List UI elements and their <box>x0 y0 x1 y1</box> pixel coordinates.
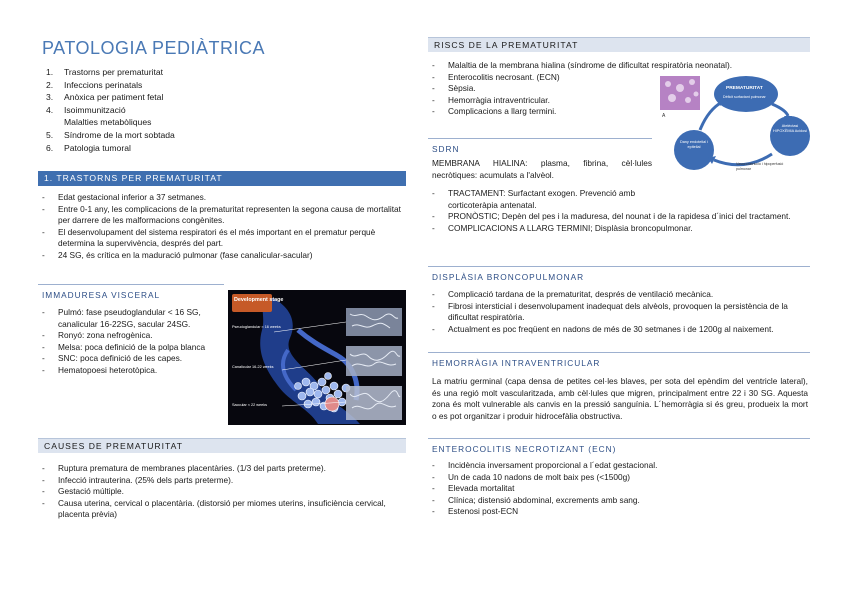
pathophysiology-diagram <box>660 72 812 180</box>
list-item: - El desenvolupament del sistema respiratori és el més important en el prematur perquè determina la supervivència, després del part. <box>38 227 406 250</box>
toc-label: Síndrome de la mort sobtada <box>64 129 175 140</box>
prematuritat-list <box>38 192 406 262</box>
diagram-node-right: Atelèctasi HIPOXÈMIA Acidosi <box>773 124 807 133</box>
section-title-hemorragia: HEMORRÀGIA INTRAVENTRICULAR <box>428 352 810 368</box>
stage-label: Pseudoglandular ≈ 16 weeks <box>232 325 281 329</box>
list-item: - Ronyó: zona nefrogènica. <box>38 330 222 342</box>
lung-development-illustration <box>228 290 406 425</box>
list-item: - Causa uterina, cervical o placentària. (distorsió per miomes uterins, insuficiència cervical, placenta prèvia) <box>38 498 406 521</box>
list-item: - Actualment es poc freqüent en nadons de més de 30 setmanes i de 1200g al naixement. <box>428 324 810 336</box>
list-item: - Ruptura prematura de membranes placentàries. (1/3 del parts preterme). <box>38 463 406 475</box>
toc-item <box>46 66 175 79</box>
toc-number: 4. <box>46 104 54 115</box>
list-item: - Melsa: poca definició de la polpa blanca <box>38 342 222 354</box>
list-item: - Pulmó: fase pseudoglandular < 16 SG, canalicular 16-22SG, sacular 24SG. <box>38 307 222 330</box>
section-title-riscs: RISCS DE LA PREMATURITAT <box>428 37 810 52</box>
section-title-displasia: DISPLÀSIA BRONCOPULMONAR <box>428 266 810 282</box>
toc-number: 3. <box>46 92 54 103</box>
sdrn-intro: MEMBRANA HIALINA: plasma, fibrina, cèl·lules necròtiques: acumulats a l'alvèol. <box>432 158 652 180</box>
toc-number: 6. <box>46 142 54 153</box>
lung-development-image <box>228 290 406 425</box>
list-item: - Hemorràgia intraventricular. <box>428 95 810 107</box>
displasia-list <box>428 289 810 335</box>
diagram-illustration <box>660 72 812 180</box>
list-item: - Fibrosi intersticial i desenvolupament inadequat dels alvèols, provoquen la persistència de la dificultat respiratòria. <box>428 301 810 324</box>
toc-label: Trastorns per prematuritat <box>64 67 164 77</box>
diagram-node-top: PREMATURITAT <box>726 86 763 91</box>
page-title: PATOLOGIA PEDIÀTRICA <box>42 38 266 58</box>
section-title-prematuritat: 1. TRASTORNS PER PREMATURITAT <box>38 171 406 186</box>
toc-number <box>46 116 64 129</box>
toc-item <box>46 91 175 104</box>
diagram-node-left: Dany endotelial i epitelial <box>679 140 709 149</box>
list-item: - Entre 0-1 any, les complicacions de la prematuritat representen la segona causa de mortalitat per darrere de les malformacions congènites. <box>38 204 406 227</box>
list-item: - Un de cada 10 nadons de molt baix pes (<1500g) <box>428 472 810 484</box>
sdrn-list <box>428 188 810 234</box>
list-item: - Incidència inversament proporcional a l´edat gestacional. <box>428 460 810 472</box>
toc-label: Anòxica per patiment fetal <box>64 92 164 103</box>
list-item: - SNC: poca definició de les capes. <box>38 353 222 365</box>
toc-item <box>46 79 175 92</box>
hemorragia-text: La matriu germinal (capa densa de petites cel·les blaves, per sota del epèndim del ventricle lateral), és una regió molt vascularitzada, amb cèl·lules que migren, principalment entre 22 i 30 SG. Aquesta zona és molt vulnerable als canvis en la pressió sanguínia. L´hemorràgia si és greu, produeix la mort o es pot organitzar i produir hidrocefàlia obstructiva. <box>432 376 808 421</box>
toc-label: Infeccions perinatals <box>64 79 143 90</box>
list-item: - Edat gestacional inferior a 37 setmanes. <box>38 192 406 204</box>
ecn-list <box>428 460 810 518</box>
list-item: - Sèpsia. <box>428 83 810 95</box>
list-item: - Complicació tardana de la prematuritat, després de ventilació mecànica. <box>428 289 810 301</box>
toc-number: 1. <box>46 67 54 77</box>
toc-label: Isoimmunització <box>64 104 126 115</box>
stage-label: Canalicular 16-22 weeks <box>232 365 274 369</box>
list-item: - 24 SG, és crítica en la maduració pulmonar (fase canalicular-sacular) <box>38 250 406 262</box>
list-item: - Hematopoesi heterotòpica. <box>38 365 222 377</box>
stage-label: Saccular ≈ 22 weeks <box>232 403 268 407</box>
list-item: - Complicacions a llarg termini. <box>428 106 810 118</box>
diagram-node-bottom: Vasoconstricció i hipoperfusió pulmonar <box>736 162 784 171</box>
list-item: - TRACTAMENT: Surfactant exogen. Prevenció amb corticoteràpia antenatal. <box>428 188 654 211</box>
toc-label: Patologia tumoral <box>64 142 131 153</box>
list-item: - COMPLICACIONS A LLARG TERMINI; Displàsia broncopulmonar. <box>428 223 810 235</box>
list-item: - Estenosi post-ECN <box>428 506 810 518</box>
list-item: - PRONÒSTIC; Depèn del pes i la maduresa, del nounat i de la rapidesa d´inici del tractament. <box>428 211 810 223</box>
toc-label: Malalties metabòliques <box>64 117 152 128</box>
list-item: - Clínica; distensió abdominal, excrements amb sang. <box>428 495 810 507</box>
list-item: - Gestació múltiple. <box>38 486 406 498</box>
diagram-marker: A <box>662 113 666 119</box>
section-title-sdrn: SDRN <box>428 138 652 154</box>
list-item: - Malaltia de la membrana hialina (síndrome de dificultat respiratòria neonatal). <box>428 60 810 72</box>
section-title-causes: CAUSES DE PREMATURITAT <box>38 438 406 453</box>
diagram-node-top-sub: Dèficit surfactant pulmonar <box>723 95 766 99</box>
image-header-label: Development stage <box>234 297 284 303</box>
table-of-contents <box>46 66 175 154</box>
list-item: - Enterocolitis necrosant. (ECN) <box>428 72 810 84</box>
toc-item <box>46 116 175 129</box>
toc-number: 5. <box>46 129 54 140</box>
toc-item <box>46 129 175 142</box>
section-title-immaduresa: IMMADURESA VISCERAL <box>38 284 224 300</box>
toc-item <box>46 104 175 117</box>
immaduresa-list <box>38 307 222 377</box>
toc-number: 2. <box>46 79 54 90</box>
list-item: - Infecció intrauterina. (25% dels parts preterme). <box>38 475 406 487</box>
section-title-ecn: ENTEROCOLITIS NECROTIZANT (ECN) <box>428 438 810 454</box>
toc-item <box>46 142 175 155</box>
list-item: - Elevada mortalitat <box>428 483 810 495</box>
causes-list <box>38 463 406 521</box>
